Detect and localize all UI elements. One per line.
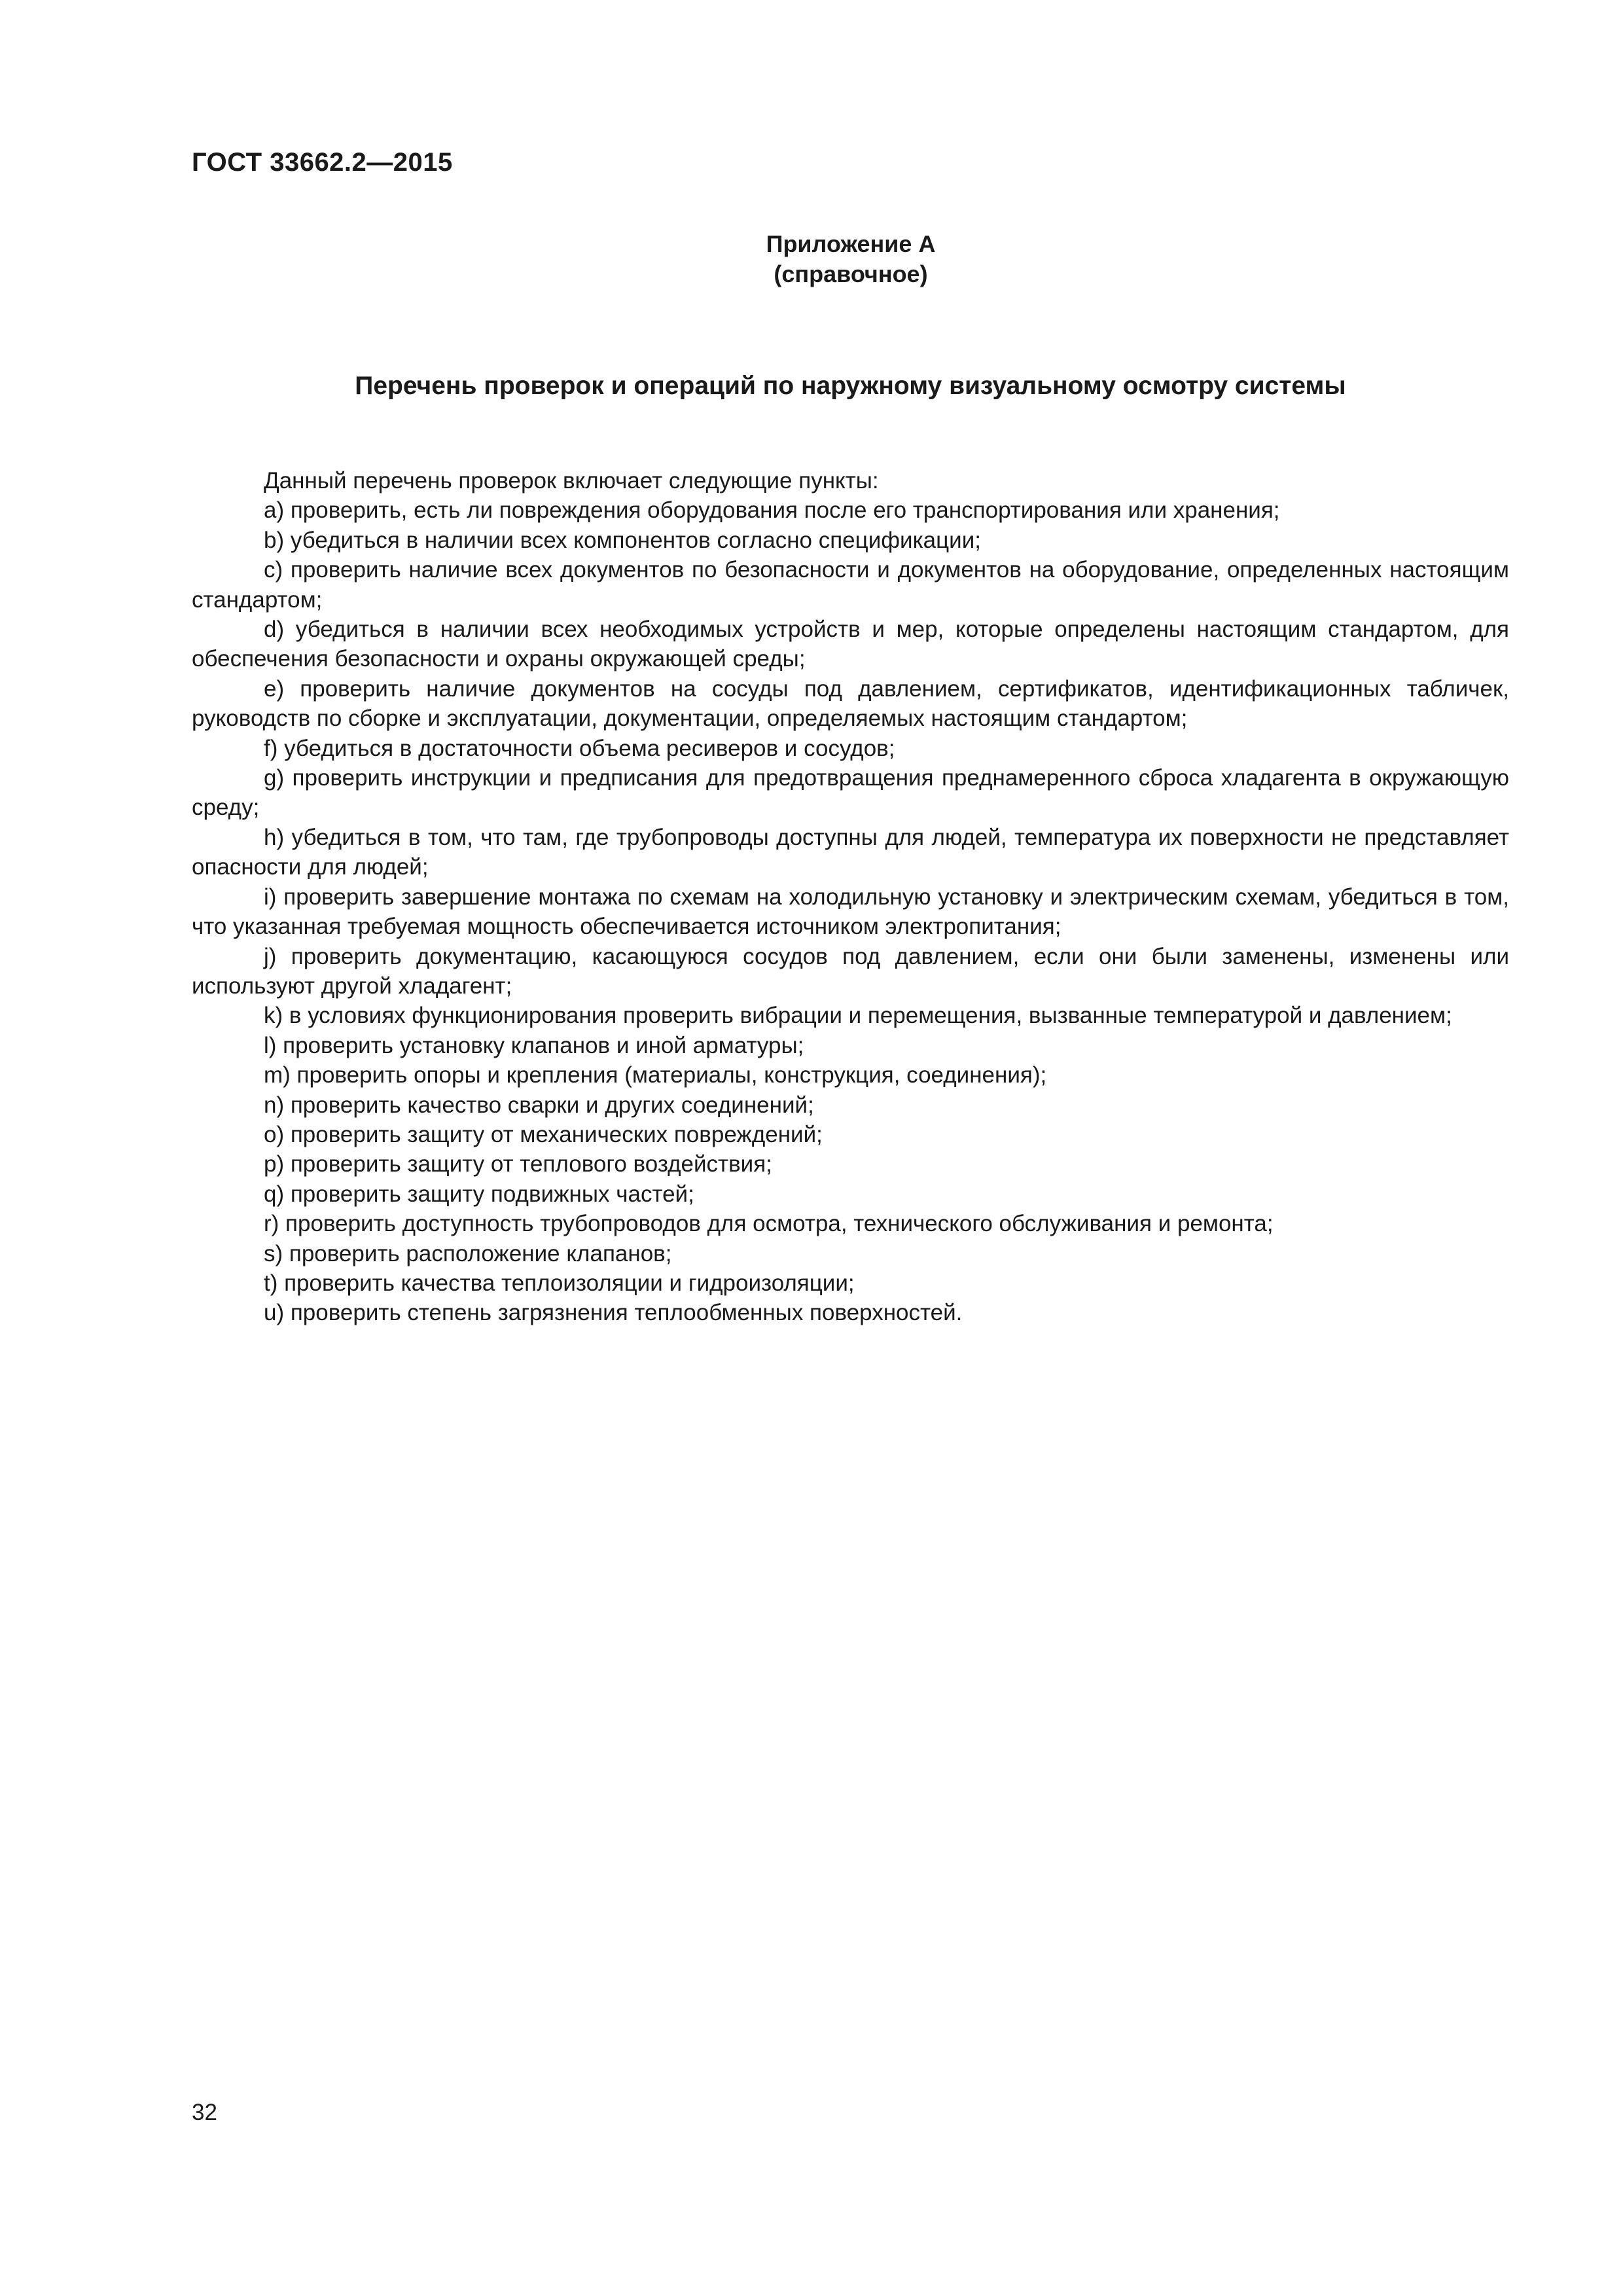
checklist-item-s: s) проверить расположение клапанов; bbox=[264, 1240, 672, 1266]
checklist-item-b: b) убедиться в наличии всех компонентов согласно спецификации; bbox=[264, 527, 982, 553]
annex-heading bbox=[0, 229, 1623, 289]
checklist-item-f: f) убедиться в достаточности объема ресиверов и сосудов; bbox=[264, 735, 895, 761]
checklist-item-m: m) проверить опоры и крепления (материалы, конструкция, соединения); bbox=[264, 1062, 1047, 1088]
checklist-item-c: c) проверить наличие всех документов по безопасности и документов на оборудование, определенных настоящим стандартом; bbox=[192, 557, 1509, 613]
checklist-item-n: n) проверить качество сварки и других соединений; bbox=[264, 1092, 814, 1118]
document-code: ГОСТ 33662.2—2015 bbox=[192, 148, 453, 177]
page-number: 32 bbox=[192, 2100, 217, 2125]
checklist-item-q: q) проверить защиту подвижных частей; bbox=[264, 1181, 694, 1207]
checklist-item-r: r) проверить доступность трубопроводов для осмотра, технического обслуживания и ремонта; bbox=[264, 1211, 1274, 1237]
checklist-item-j: j) проверить документацию, касающуюся сосудов под давлением, если они были заменены, изменены или используют другой хладагент; bbox=[192, 943, 1509, 999]
checklist-item-o: o) проверить защиту от механических повреждений; bbox=[264, 1121, 823, 1147]
checklist-item-d: d) убедиться в наличии всех необходимых устройств и мер, которые определены настоящим стандартом, для обеспечения безопасности и охраны окружающей среды; bbox=[192, 617, 1509, 672]
annex-title: Приложение А bbox=[766, 230, 936, 257]
checklist-item-t: t) проверить качества теплоизоляции и гидроизоляции; bbox=[264, 1270, 855, 1296]
section-title: Перечень проверок и операций по наружному визуальному осмотру системы bbox=[355, 372, 1346, 400]
checklist-item-l: l) проверить установку клапанов и иной арматуры; bbox=[264, 1032, 804, 1058]
checklist-item-h: h) убедиться в том, что там, где трубопроводы доступны для людей, температура их поверхности не представляет опасности для людей; bbox=[192, 824, 1509, 880]
checklist-item-u: u) проверить степень загрязнения теплообменных поверхностей. bbox=[264, 1300, 963, 1326]
checklist-body bbox=[192, 466, 1509, 1328]
annex-subtitle: (справочное) bbox=[774, 260, 928, 287]
checklist-item-k: k) в условиях функционирования проверить вибрации и перемещения, вызванные температурой и давлением; bbox=[264, 1003, 1452, 1029]
checklist-item-g: g) проверить инструкции и предписания для предотвращения преднамеренного сброса хладагента в окружающую среду; bbox=[192, 765, 1509, 821]
checklist-item-p: p) проверить защиту от теплового воздействия; bbox=[264, 1151, 772, 1177]
checklist-item-i: i) проверить завершение монтажа по схемам на холодильную установку и электрическим схемам, убедиться в том, что указанная требуемая мощность обеспечивается источником электропитания; bbox=[192, 884, 1509, 940]
checklist-intro: Данный перечень проверок включает следующие пункты: bbox=[264, 468, 879, 493]
checklist-item-a: a) проверить, есть ли повреждения оборудования после его транспортирования или хранения; bbox=[264, 497, 1280, 524]
checklist-item-e: e) проверить наличие документов на сосуды под давлением, сертификатов, идентификационных табличек, руководств по сборке и эксплуатации, документации, определяемых настоящим стандартом; bbox=[192, 675, 1509, 732]
